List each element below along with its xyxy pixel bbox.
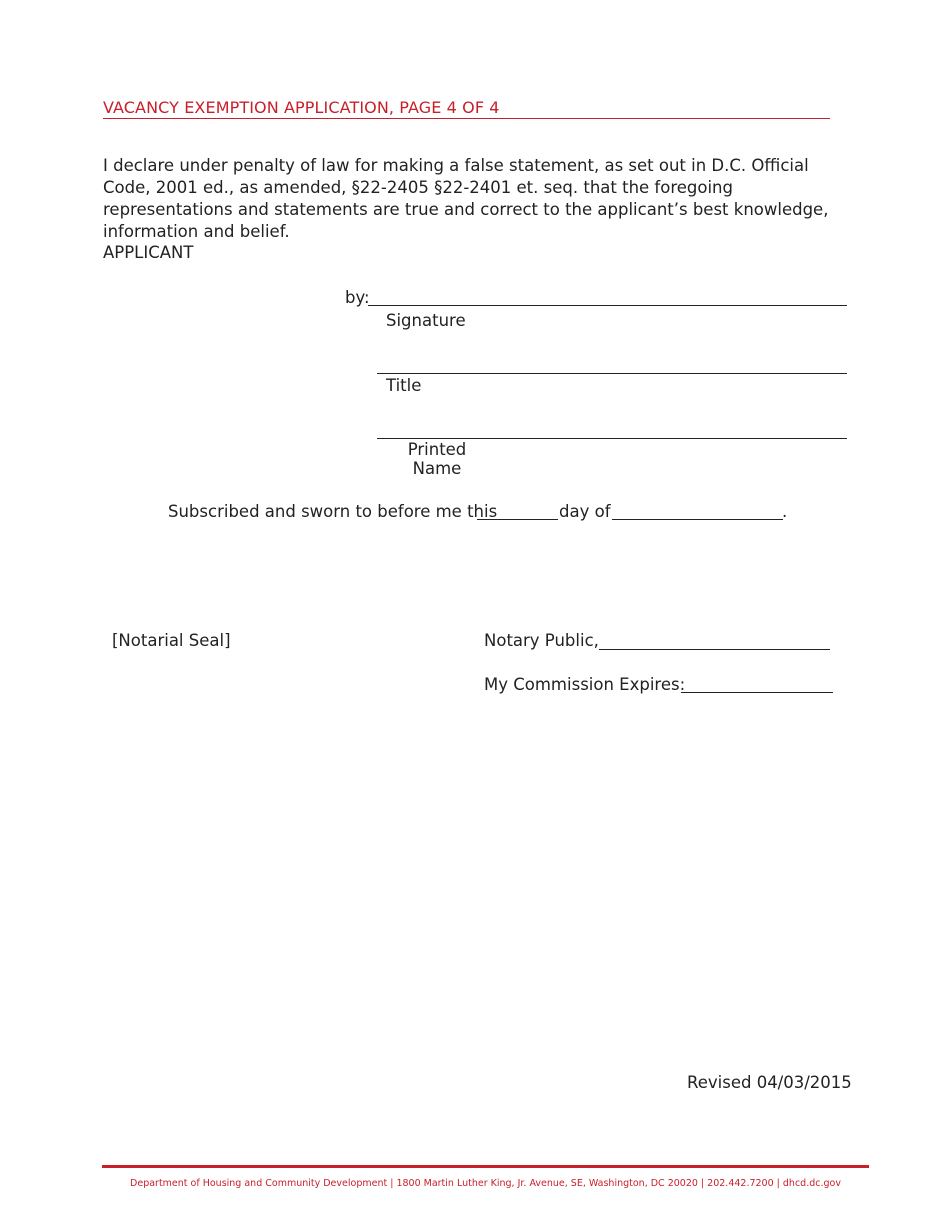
by-label: by: [345, 288, 370, 307]
page-title: VACANCY EXEMPTION APPLICATION, PAGE 4 OF 4 [103, 98, 830, 119]
day-of-label: day of [559, 502, 611, 521]
notarial-seal-label: [Notarial Seal] [112, 631, 231, 650]
printed-name-label-line2: Name [412, 459, 462, 478]
signature-line[interactable] [368, 305, 847, 306]
footer-rule [102, 1165, 869, 1168]
notary-public-line[interactable] [599, 649, 830, 650]
title-label: Title [386, 376, 422, 395]
subscribed-label: Subscribed and sworn to before me this [168, 502, 498, 521]
month-line[interactable] [612, 519, 783, 520]
printed-name-line[interactable] [377, 438, 847, 439]
footer-contact: Department of Housing and Community Development | 1800 Martin Luther King, Jr. Avenue, SE, Washington, DC 20020 | 202.442.7200 | dhcd.dc.gov [130, 1178, 841, 1189]
notary-public-label: Notary Public, [484, 631, 599, 650]
signature-label: Signature [386, 311, 466, 330]
printed-name-label [400, 440, 474, 478]
day-line[interactable] [477, 519, 558, 520]
commission-expires-label: My Commission Expires: [484, 675, 686, 694]
period-mark: . [782, 502, 788, 521]
revision-date: Revised 04/03/2015 [687, 1073, 852, 1092]
printed-name-label-line1: Printed [407, 440, 467, 459]
title-line[interactable] [377, 373, 847, 374]
declaration-paragraph: I declare under penalty of law for making a false statement, as set out in D.C. Official Code, 2001 ed., as amended, §22-2405 §22-2401 et. seq. that the foregoing representations and statements are true and correct to the applicant’s best knowledge, information and belief. [103, 156, 829, 241]
applicant-heading: APPLICANT [103, 243, 194, 262]
commission-expires-line[interactable] [681, 692, 833, 693]
